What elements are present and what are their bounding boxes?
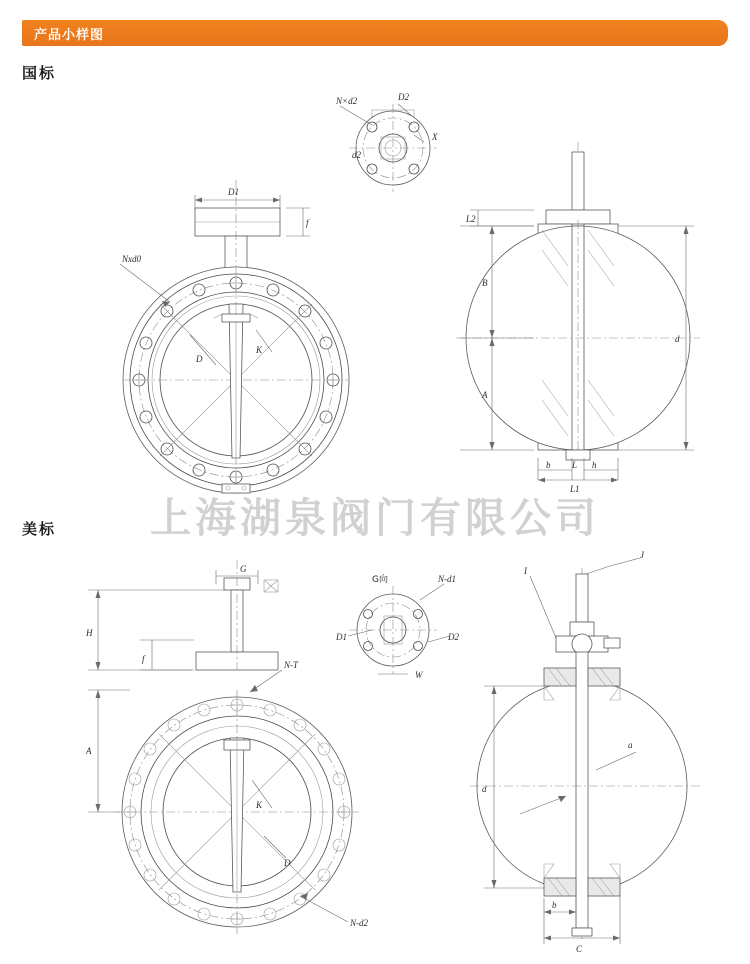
label-b: b — [552, 900, 557, 910]
label-Nxd0: Nxd0 — [122, 254, 141, 264]
label-D2: D2 — [448, 632, 459, 642]
label-G: G — [240, 564, 247, 574]
label-C: C — [576, 944, 583, 954]
label-d: d — [675, 334, 680, 344]
gb-top-view — [335, 92, 438, 192]
label-B: B — [482, 278, 488, 288]
label-D: D — [284, 858, 291, 868]
label-L1: L1 — [570, 484, 580, 494]
label-K: K — [256, 800, 263, 810]
section-label-gb: 国标 — [22, 64, 57, 82]
label-I: I — [524, 566, 527, 576]
label-L2: L2 — [466, 214, 476, 224]
label-K: K — [256, 345, 263, 355]
label-h: h — [592, 460, 597, 470]
label-D2: D2 — [398, 92, 409, 102]
label-a: a — [628, 740, 633, 750]
mb-side-view — [470, 550, 700, 954]
label-f: f — [306, 218, 309, 228]
label-A: A — [86, 746, 92, 756]
mb-top-view — [335, 573, 459, 680]
label-J: J — [640, 550, 644, 560]
section-label-mb: 美标 — [22, 520, 57, 538]
label-f: f — [142, 654, 145, 664]
label-Nxd2: N×d2 — [336, 96, 358, 106]
label-D1: D1 — [336, 632, 347, 642]
gb-front-view — [120, 180, 349, 493]
label-H: H — [86, 628, 93, 638]
gb-side-view — [456, 142, 700, 494]
label-X: X — [432, 132, 438, 142]
label-A: A — [482, 390, 488, 400]
drawing-mb — [0, 540, 750, 960]
label-L: L — [572, 460, 578, 470]
label-D1: D1 — [228, 187, 239, 197]
header-title: 产品小样图 — [34, 28, 105, 43]
mb-front-view — [85, 560, 369, 934]
label-D: D — [196, 354, 203, 364]
label-W: W — [415, 670, 423, 680]
section-header-banner — [22, 20, 728, 46]
label-b: b — [546, 460, 551, 470]
label-d2: d2 — [352, 150, 361, 160]
company-watermark: 上海湖泉阀门有限公司 — [150, 494, 600, 542]
label-d: d — [482, 784, 487, 794]
label-N-d2: N-d2 — [350, 918, 368, 928]
label-N-d1: N-d1 — [438, 574, 456, 584]
label-N-T: N-T — [284, 660, 299, 670]
label-G-direction: G向 — [372, 575, 388, 585]
drawing-gb — [0, 80, 750, 500]
